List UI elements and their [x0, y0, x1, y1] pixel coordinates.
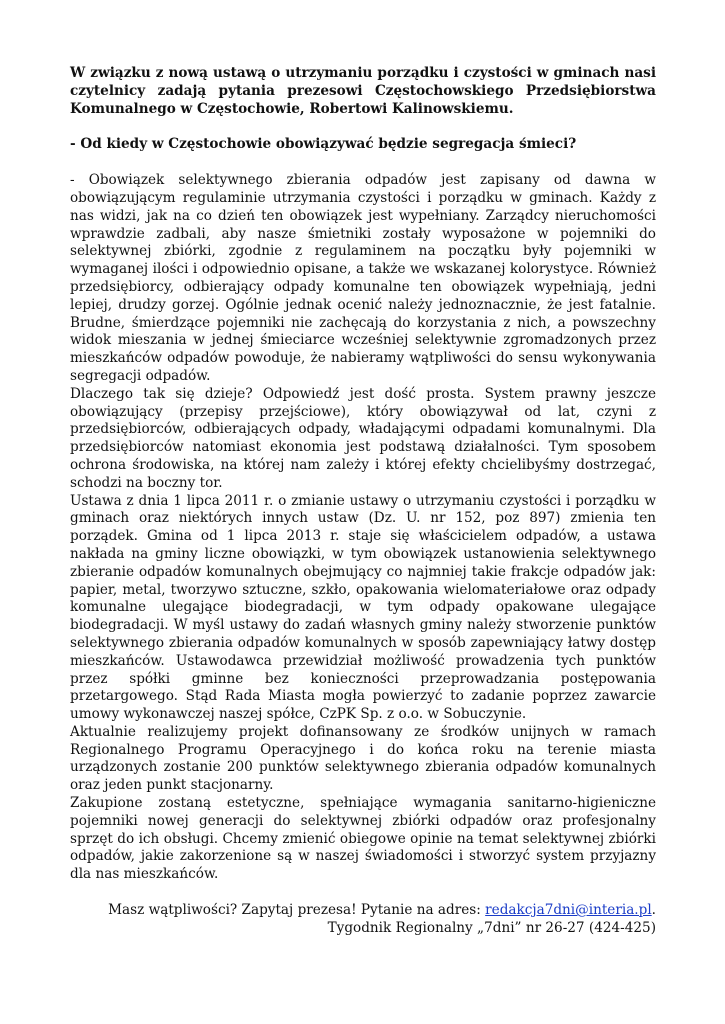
contact-email-link[interactable]: redakcja7dni@interia.pl — [485, 902, 652, 919]
contact-line — [70, 902, 656, 920]
contact-trailing: . — [651, 902, 656, 919]
answer-paragraph-4: Aktualnie realizujemy projekt dofinansowany ze środków unijnych w ramach Regionalnego Programu Operacyjnego i do końca roku na terenie miasta urządzonych zostanie 200 punktów selektywnego zbierania odpadów komunalnych oraz jeden punkt stacjonarny. — [70, 723, 656, 794]
interview-question: - Od kiedy w Częstochowie obowiązywać będzie segregacja śmieci? — [70, 136, 577, 153]
answer-paragraph-3: Ustawa z dnia 1 lipca 2011 r. o zmianie ustawy o utrzymaniu czystości i porządku w gminach oraz niektórych innych ustaw (Dz. U. nr 152, poz 897) zmienia ten porządek. Gmina od 1 lipca 2013 r. staje się właścicielem odpadów, a ustawa nakłada na gminy liczne obowiązki, w tym obowiązek ustanowienia selektywnego zbieranie odpadów komunalnych obejmujący co najmniej takie frakcje odpadów jak: papier, metal, tworzywo sztuczne, szkło, opakowania wielomateriałowe oraz odpady komunalne ulegające biodegradacji, w tym odpady opakowane ulegające biodegradacji. W myśl ustawy do zadań własnych gminy należy stworzenie punktów selektywnego zbierania odpadów komunalnych w sposób zapewniający łatwy dostęp mieszkańców. Ustawodawca przewidział możliwość prowadzenia tych punktów przez spółki gminne bez konieczności przeprowadzania postępowania przetargowego. Stąd Rada Miasta mogła powierzyć to zadanie poprzez zawarcie umowy wykonawczej naszej spółce, CzPK Sp. z o.o. w Sobuczynie. — [70, 492, 656, 723]
source-citation: Tygodnik Regionalny „7dni” nr 26-27 (424-425) — [327, 919, 656, 936]
signoff — [70, 902, 656, 938]
answer-paragraph-1: - Obowiązek selektywnego zbierania odpadów jest zapisany od dawna w obowiązującym regulaminie utrzymania czystości i porządku w gminach. Każdy z nas widzi, jak na co dzień ten obowiązek jest wypełniany. Zarządcy nieruchomości wprawdzie zadbali, aby nasze śmietniki zostały wyposażone w pojemniki do selektywnej zbiórki, zgodnie z regulaminem na początku były pojemniki w wymaganej ilości i odpowiednio opisane, a także we wskazanej kolorystyce. Również przedsiębiorcy, odbierający odpady komunalne ten obowiązek wypełniają, jedni lepiej, drudzy gorzej. Ogólnie jednak ocenić należy jednoznacznie, że jest fatalnie. Brudne, śmierdzące pojemniki nie zachęcają do korzystania z nich, a powszechny widok mieszania w jednej śmieciarce wcześniej selektywnie zgromadzonych przez mieszkańców odpadów powoduje, że nabieramy wątpliwości do sensu wykonywania segregacji odpadów. — [70, 172, 656, 384]
contact-prompt: Masz wątpliwości? Zapytaj prezesa! Pytanie na adres: — [108, 902, 486, 919]
answer-paragraph-5: Zakupione zostaną estetyczne, spełniające wymagania sanitarno-higieniczne pojemniki nowej generacji do selektywnej zbiórki odpadów oraz profesjonalny sprzęt do ich obsługi. Chcemy zmienić obiegowe opinie na temat selektywnej zbiórki odpadów, jakie zakorzenione są w naszej świadomości i stworzyć system przyjazny dla nas mieszkańców. — [70, 795, 656, 883]
answer-paragraph-2: Dlaczego tak się dzieje? Odpowiedź jest dość prosta. System prawny jeszcze obowiązujący (przepisy przejściowe), który obowiązywał od lat, czyni z przedsiębiorców, odbierających odpady, władającymi odpadami komunalnymi. Dla przedsiębiorców natomiast ekonomia jest podstawą działalności. Tym sposobem ochrona środowiska, na której nam zależy i której efekty chcielibyśmy dostrzegać, schodzi na boczny tor. — [70, 385, 656, 491]
article-intro: W związku z nową ustawą o utrzymaniu porządku i czystości w gminach nasi czytelnicy zadają pytania prezesowi Częstochowskiego Przedsiębiorstwa Komunalnego w Częstochowie, Robertowi Kalinowskiemu. — [70, 65, 656, 117]
article — [70, 65, 656, 938]
